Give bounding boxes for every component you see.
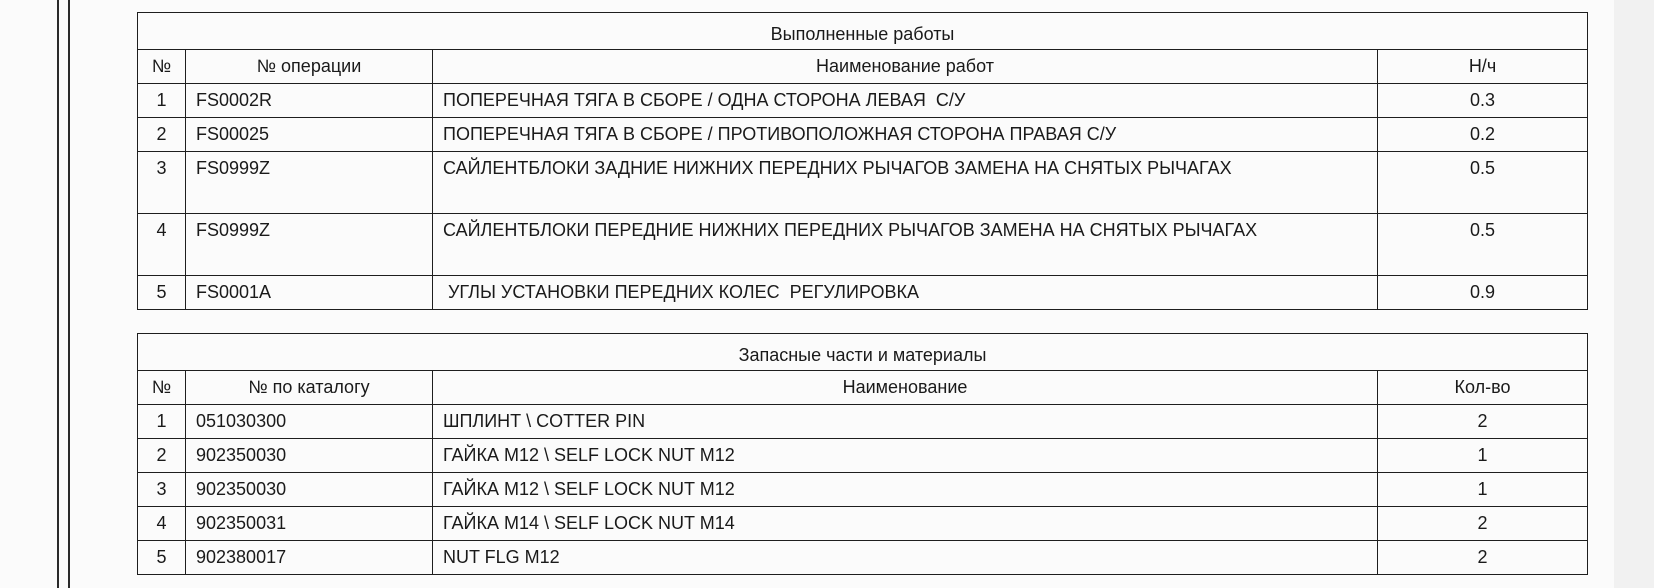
scan-edge — [1614, 0, 1654, 588]
row-qty: 2 — [1378, 541, 1588, 575]
header-work-name: Наименование работ — [433, 50, 1378, 84]
header-catalog-no: № по каталогу — [186, 371, 433, 405]
parts-header-row — [138, 371, 1588, 405]
row-hours: 0.5 — [1378, 214, 1588, 276]
header-hours: Н/ч — [1378, 50, 1588, 84]
row-num: 2 — [138, 118, 186, 152]
row-num: 4 — [138, 214, 186, 276]
row-catalog-no: 902350030 — [186, 473, 433, 507]
row-qty: 2 — [1378, 507, 1588, 541]
works-title-row — [138, 13, 1588, 50]
table-row — [138, 152, 1588, 214]
row-num: 3 — [138, 473, 186, 507]
row-hours: 0.5 — [1378, 152, 1588, 214]
row-work-name: ПОПЕРЕЧНАЯ ТЯГА В СБОРЕ / ПРОТИВОПОЛОЖНАЯ СТОРОНА ПРАВАЯ С/У — [433, 118, 1378, 152]
row-work-name: ПОПЕРЕЧНАЯ ТЯГА В СБОРЕ / ОДНА СТОРОНА ЛЕВАЯ С/У — [433, 84, 1378, 118]
row-qty: 2 — [1378, 405, 1588, 439]
works-table — [137, 12, 1588, 310]
row-op-code: FS0999Z — [186, 152, 433, 214]
row-num: 1 — [138, 405, 186, 439]
row-hours: 0.9 — [1378, 276, 1588, 310]
row-qty: 1 — [1378, 473, 1588, 507]
row-part-name: NUT FLG M12 — [433, 541, 1378, 575]
row-num: 5 — [138, 541, 186, 575]
row-num: 5 — [138, 276, 186, 310]
parts-table-title: Запасные части и материалы — [138, 334, 1588, 371]
table-row — [138, 405, 1588, 439]
row-op-code: FS0001A — [186, 276, 433, 310]
row-work-name: САЙЛЕНТБЛОКИ ЗАДНИЕ НИЖНИХ ПЕРЕДНИХ РЫЧАГОВ ЗАМЕНА НА СНЯТЫХ РЫЧАГАХ — [433, 152, 1378, 214]
header-op-code: № операции — [186, 50, 433, 84]
row-op-code: FS0002R — [186, 84, 433, 118]
table-row — [138, 118, 1588, 152]
row-hours: 0.2 — [1378, 118, 1588, 152]
works-header-row — [138, 50, 1588, 84]
row-op-code: FS0999Z — [186, 214, 433, 276]
table-row — [138, 507, 1588, 541]
page-margin-line — [68, 0, 70, 588]
row-catalog-no: 051030300 — [186, 405, 433, 439]
row-num: 4 — [138, 507, 186, 541]
row-num: 3 — [138, 152, 186, 214]
row-num: 1 — [138, 84, 186, 118]
row-part-name: ГАЙКА M14 \ SELF LOCK NUT M14 — [433, 507, 1378, 541]
table-row — [138, 473, 1588, 507]
header-part-name: Наименование — [433, 371, 1378, 405]
row-part-name: ШПЛИНТ \ COTTER PIN — [433, 405, 1378, 439]
table-row — [138, 541, 1588, 575]
row-catalog-no: 902350030 — [186, 439, 433, 473]
parts-title-row — [138, 334, 1588, 371]
table-row — [138, 214, 1588, 276]
page-margin-line — [57, 0, 59, 588]
row-op-code: FS00025 — [186, 118, 433, 152]
row-work-name: САЙЛЕНТБЛОКИ ПЕРЕДНИЕ НИЖНИХ ПЕРЕДНИХ РЫЧАГОВ ЗАМЕНА НА СНЯТЫХ РЫЧАГАХ — [433, 214, 1378, 276]
table-row — [138, 439, 1588, 473]
header-num: № — [138, 371, 186, 405]
header-num: № — [138, 50, 186, 84]
table-row — [138, 276, 1588, 310]
row-part-name: ГАЙКА M12 \ SELF LOCK NUT M12 — [433, 439, 1378, 473]
header-qty: Кол-во — [1378, 371, 1588, 405]
row-hours: 0.3 — [1378, 84, 1588, 118]
works-table-title: Выполненные работы — [138, 13, 1588, 50]
row-catalog-no: 902380017 — [186, 541, 433, 575]
row-catalog-no: 902350031 — [186, 507, 433, 541]
parts-table — [137, 333, 1588, 575]
row-num: 2 — [138, 439, 186, 473]
table-row — [138, 84, 1588, 118]
row-work-name: УГЛЫ УСТАНОВКИ ПЕРЕДНИХ КОЛЕС РЕГУЛИРОВКА — [433, 276, 1378, 310]
row-part-name: ГАЙКА M12 \ SELF LOCK NUT M12 — [433, 473, 1378, 507]
row-qty: 1 — [1378, 439, 1588, 473]
